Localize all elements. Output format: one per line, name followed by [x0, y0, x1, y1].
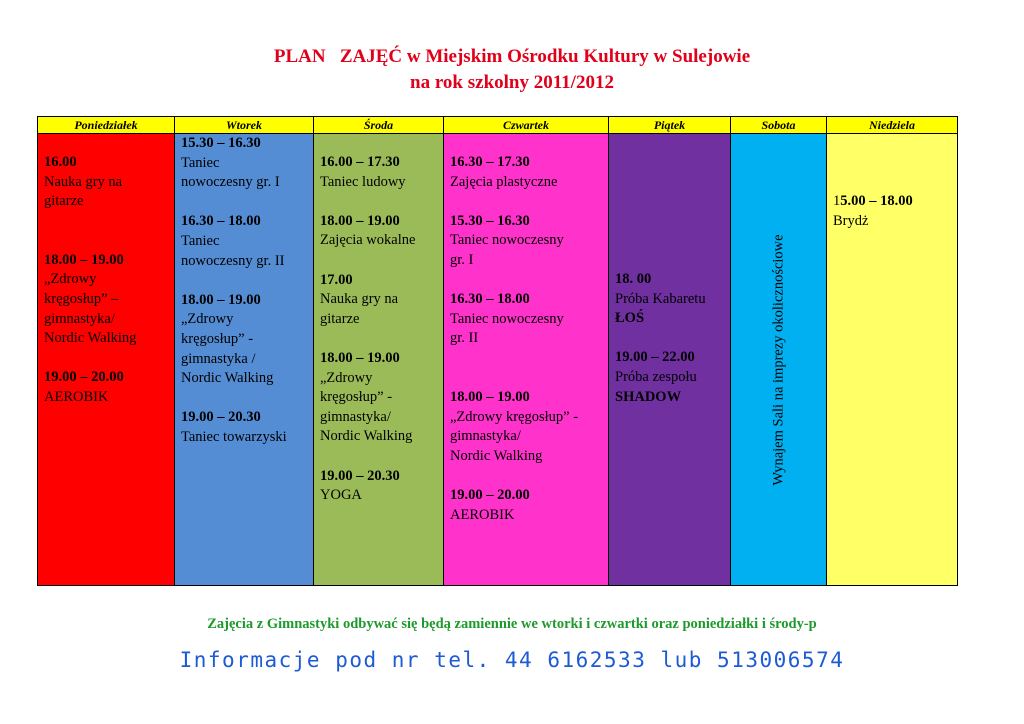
thursday-activity-4c: Nordic Walking: [450, 447, 543, 464]
wednesday-activity-5: YOGA: [320, 487, 362, 504]
header-monday: Poniedziałek: [38, 117, 175, 134]
monday-activity-1a: Nauka gry na: [44, 173, 123, 190]
friday-activity-2a: Próba zespołu: [615, 368, 697, 385]
sunday-cell: [827, 134, 958, 586]
thursday-activity-2a: Taniec nowoczesny: [450, 232, 564, 249]
monday-activity-1b: gitarze: [44, 193, 84, 210]
tuesday-activity-1a: Taniec: [181, 154, 220, 171]
tuesday-time-2: 16.30 – 18.00: [181, 213, 261, 230]
wednesday-activity-2: Zajęcia wokalne: [320, 232, 416, 249]
page-title: PLAN ZAJĘĆ w Miejskim Ośrodku Kultury w Sulejowie: [273, 46, 751, 67]
saturday-cell: [731, 134, 827, 586]
header-row: [38, 117, 958, 134]
contact-info: Informacje pod nr tel. 44 6162533 lub 513006574: [179, 648, 845, 672]
wednesday-time-5: 19.00 – 20.30: [320, 467, 400, 484]
tuesday-activity-3c: gimnastyka /: [181, 350, 256, 367]
thursday-activity-3a: Taniec nowoczesny: [450, 310, 564, 327]
thursday-time-5: 19.00 – 20.00: [450, 486, 530, 503]
thursday-cell: [444, 134, 609, 586]
wednesday-time-4: 18.00 – 19.00: [320, 349, 400, 366]
wednesday-cell: [314, 134, 444, 586]
thursday-time-1: 16.30 – 17.30: [450, 154, 530, 170]
wednesday-activity-3b: gitarze: [320, 310, 360, 327]
wednesday-time-3: 17.00: [320, 271, 353, 288]
monday-activity-2d: Nordic Walking: [44, 330, 137, 347]
schedule-table: [37, 116, 958, 586]
thursday-time-2: 15.30 – 16.30: [450, 212, 530, 229]
monday-activity-3: AEROBIK: [44, 388, 109, 405]
wednesday-activity-3a: Nauka gry na: [320, 291, 399, 308]
monday-activity-2c: gimnastyka/: [44, 310, 115, 327]
header-friday: Piątek: [609, 117, 731, 134]
gymnastics-note: Zajęcia z Gimnastyki odbywać się będą zamiennie we wtorki i czwartki oraz poniedziałki i środy-p: [207, 616, 817, 632]
thursday-activity-3b: gr. II: [450, 330, 479, 347]
schedule-row: [38, 134, 958, 586]
saturday-activity: Wynajem Sali na imprezy okolicznościowe: [770, 233, 786, 486]
tuesday-activity-1b: nowoczesny gr. I: [181, 174, 280, 191]
header-saturday: Sobota: [731, 117, 827, 134]
page-subtitle: na rok szkolny 2011/2012: [410, 72, 614, 93]
header-sunday: Niedziela: [827, 117, 958, 134]
wednesday-activity-4a: „Zdrowy: [320, 369, 373, 386]
tuesday-activity-2b: nowoczesny gr. II: [181, 252, 285, 269]
friday-time-2: 19.00 – 22.00: [615, 349, 695, 366]
wednesday-activity-1: Taniec ludowy: [320, 173, 406, 190]
thursday-activity-2b: gr. I: [450, 251, 474, 268]
friday-cell: [609, 134, 731, 586]
tuesday-activity-3d: Nordic Walking: [181, 370, 274, 387]
monday-time-3: 19.00 – 20.00: [44, 369, 124, 386]
monday-activity-2a: „Zdrowy: [44, 271, 97, 288]
tuesday-activity-4: Taniec towarzyski: [181, 428, 287, 445]
thursday-activity-4a: „Zdrowy kręgosłup” -: [450, 408, 579, 425]
tuesday-time-1: 15.30 – 16.30: [181, 135, 261, 151]
header-wednesday: Środa: [314, 117, 444, 134]
tuesday-time-4: 19.00 – 20.30: [181, 409, 261, 426]
friday-activity-1b: ŁOŚ: [615, 310, 645, 327]
friday-time-1: 18. 00: [615, 271, 652, 287]
thursday-activity-5: AEROBIK: [450, 506, 515, 523]
header-tuesday: Wtorek: [175, 117, 314, 134]
thursday-activity-4b: gimnastyka/: [450, 428, 521, 445]
wednesday-activity-4b: kręgosłup” -: [320, 389, 393, 406]
tuesday-activity-3a: „Zdrowy: [181, 311, 234, 328]
tuesday-activity-2a: Taniec: [181, 232, 220, 249]
sunday-activity-1: Brydż: [833, 212, 869, 229]
wednesday-activity-4d: Nordic Walking: [320, 428, 413, 445]
friday-activity-1a: Próba Kabaretu: [615, 290, 706, 307]
monday-activity-2b: kręgosłup” –: [44, 290, 119, 307]
thursday-activity-1: Zajęcia plastyczne: [450, 173, 558, 190]
header-thursday: Czwartek: [444, 117, 609, 134]
tuesday-activity-3b: kręgosłup” -: [181, 330, 254, 347]
monday-time-2: 18.00 – 19.00: [44, 251, 124, 268]
thursday-time-4: 18.00 – 19.00: [450, 388, 530, 405]
monday-time-1: 16.00: [44, 154, 77, 170]
wednesday-activity-4c: gimnastyka/: [320, 408, 391, 425]
tuesday-cell: [175, 134, 314, 586]
wednesday-time-1: 16.00 – 17.30: [320, 154, 400, 170]
sunday-time-1: 15.00 – 18.00: [833, 193, 913, 209]
thursday-time-3: 16.30 – 18.00: [450, 291, 530, 308]
wednesday-time-2: 18.00 – 19.00: [320, 212, 400, 229]
monday-cell: [38, 134, 175, 586]
tuesday-time-3: 18.00 – 19.00: [181, 291, 261, 308]
friday-activity-2b: SHADOW: [615, 388, 682, 405]
